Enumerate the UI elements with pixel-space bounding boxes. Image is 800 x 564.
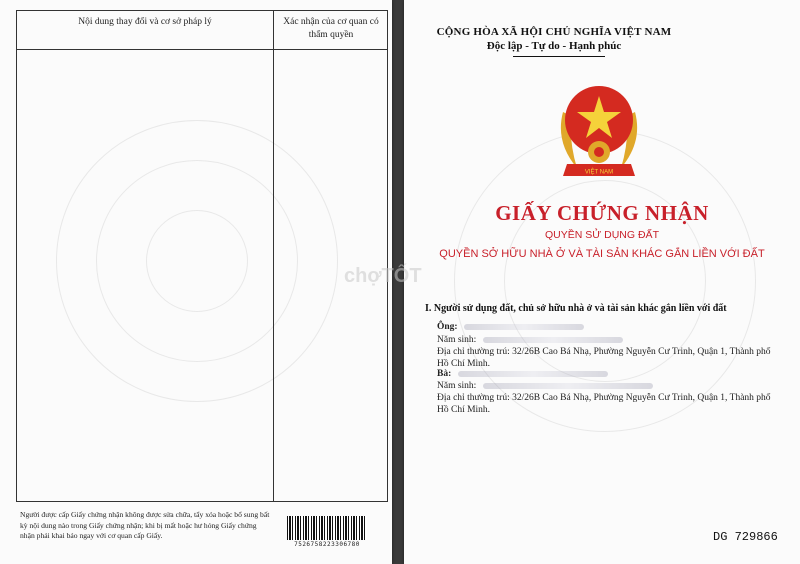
redacted-birth <box>483 383 653 389</box>
owner2-title: Bà: <box>437 369 452 379</box>
owner2-birth-label: Năm sinh: <box>437 381 477 391</box>
footer-note: Người được cấp Giấy chứng nhận không được sửa chữa, tẩy xóa hoặc bổ sung bất kỳ nội dung nào trong Giấy chứng nhận; khi bị mất hoặc hư hỏng Giấy chứng nhận phải khai báo ngay với cơ quan cấp Giấy. <box>20 510 270 540</box>
redacted-birth <box>483 337 623 343</box>
owner2-title-row <box>437 368 608 380</box>
left-page <box>0 0 392 564</box>
certificate-subtitle-land: QUYỀN SỬ DỤNG ĐẤT <box>545 229 659 241</box>
motto-underline <box>513 56 605 57</box>
redacted-name <box>458 371 608 377</box>
owner1-birth-label: Năm sinh: <box>437 335 477 345</box>
barcode-number: 7526758223306780 <box>294 541 360 548</box>
section-heading: I. Người sử dụng đất, chủ sở hữu nhà ở và tài sản khác gắn liền với đất <box>425 303 727 314</box>
serial-number: DG 729866 <box>713 530 778 544</box>
confirmation-column-header: Xác nhận của cơ quan có thẩm quyền <box>283 17 379 40</box>
barcode <box>287 516 367 540</box>
owner1-birth-row <box>437 334 623 346</box>
owner1-address-line1: Địa chỉ thường trú: 32/26B Cao Bá Nhạ, Phường Nguyễn Cư Trinh, Quận 1, Thành phố <box>437 347 771 357</box>
owner1-title-row <box>437 321 584 333</box>
redacted-name <box>464 324 584 330</box>
certificate-title: GIẤY CHỨNG NHẬN <box>495 201 709 225</box>
table-column-divider <box>273 11 274 501</box>
chotot-watermark: chợTỐT <box>344 265 422 287</box>
changes-table <box>16 10 388 502</box>
national-motto: Độc lập - Tự do - Hạnh phúc <box>486 40 622 52</box>
owner2-address-line1: Địa chỉ thường trú: 32/26B Cao Bá Nhạ, Phường Nguyễn Cư Trinh, Quận 1, Thành phố <box>437 393 771 403</box>
changes-column-header: Nội dung thay đổi và cơ sở pháp lý <box>78 17 212 27</box>
national-emblem <box>549 72 649 184</box>
emblem-ribbon-text: VIỆT NAM <box>584 169 614 176</box>
owner2-address-line2: Hồ Chí Minh. <box>437 405 491 415</box>
certificate-subtitle-ownership: QUYỀN SỞ HỮU NHÀ Ở VÀ TÀI SẢN KHÁC GẮN LIỀN VỚI ĐẤT <box>439 248 765 260</box>
owner1-address-line2: Hồ Chí Minh. <box>437 359 491 369</box>
owner1-title: Ông: <box>437 322 458 332</box>
table-header-divider <box>17 49 387 50</box>
nation-name: CỘNG HÒA XÃ HỘI CHỦ NGHĨA VIỆT NAM <box>436 26 672 38</box>
owner2-birth-row <box>437 380 653 392</box>
